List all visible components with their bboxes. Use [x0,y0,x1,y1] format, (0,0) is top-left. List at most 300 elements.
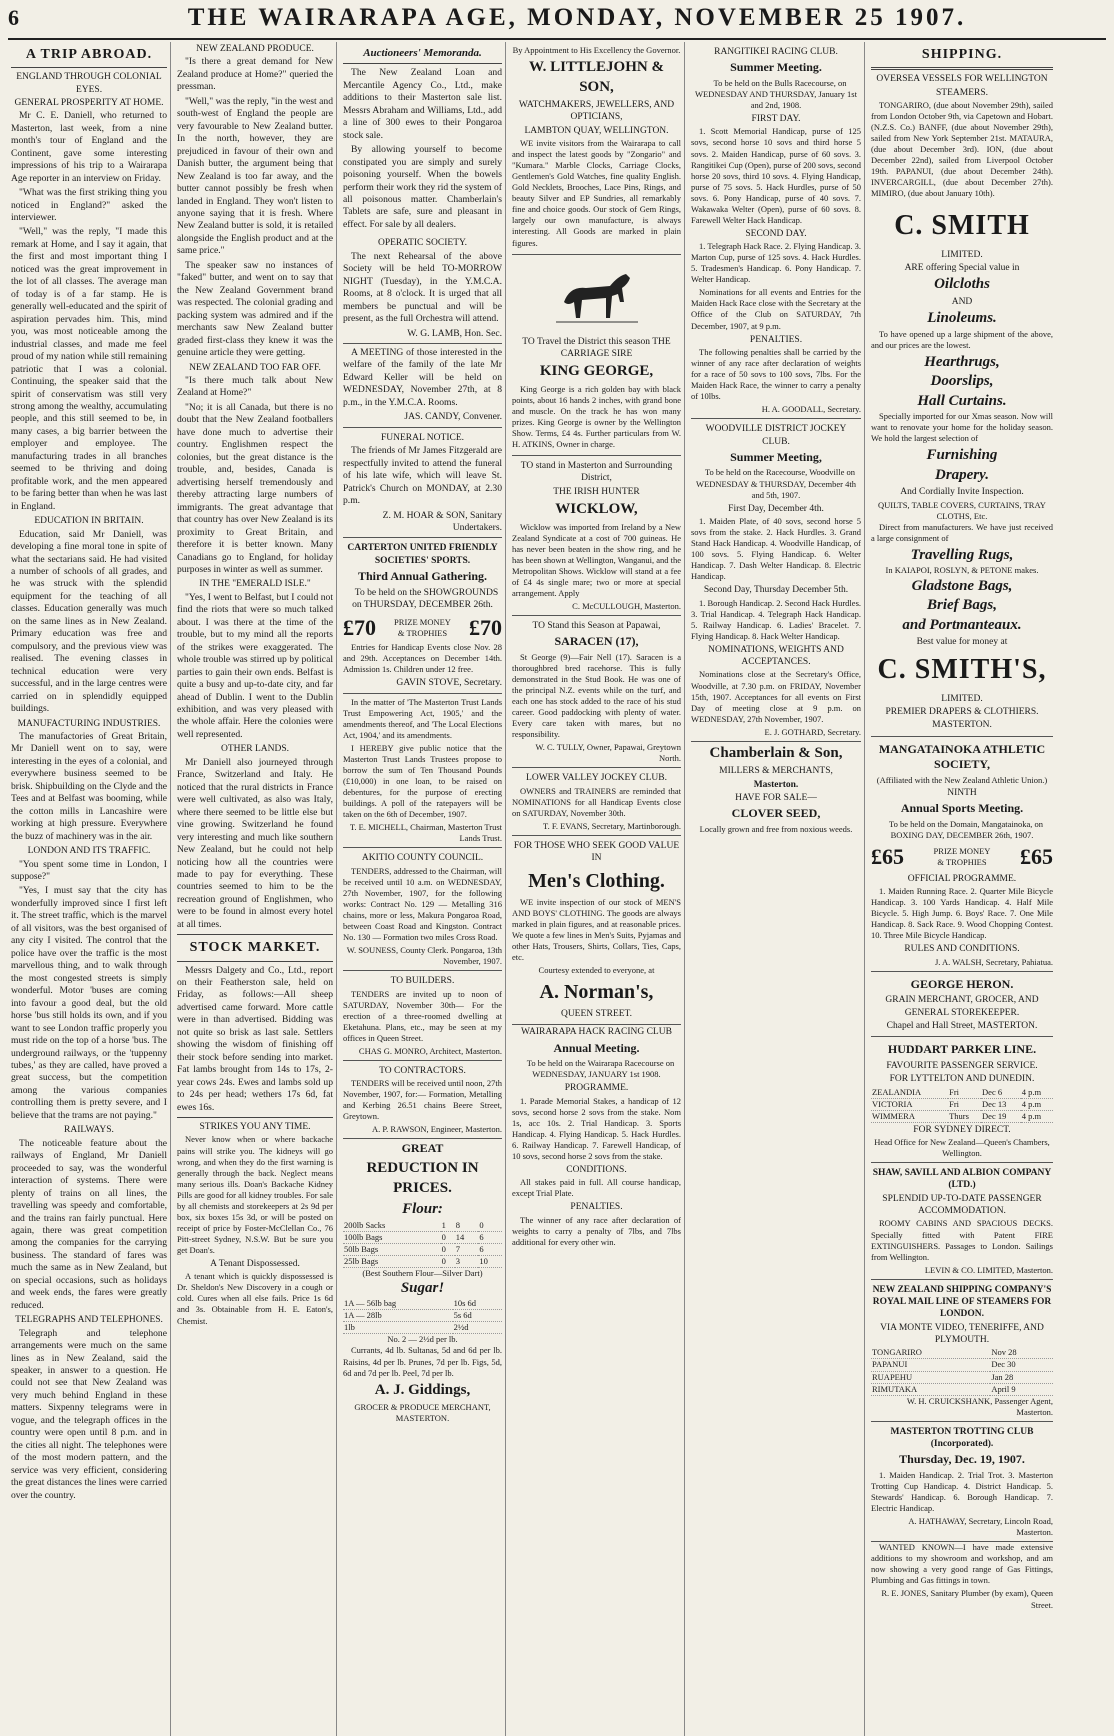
notice-heading: MANGATAINOKA ATHLETIC SOCIETY, [878,741,1046,772]
notice-text: To be held on the Domain, Mangatainoka, on BOXING DAY, DECEMBER 26th, 1907. [888,818,1044,841]
ad-signature: C. McCULLOUGH, Masterton. [572,600,681,611]
flour-note: (Best Southern Flour—Silver Dart) [362,1267,483,1278]
notice-operatic [343,233,502,344]
table-cell: 4 p.m [1021,1087,1053,1099]
office-address: Head Office for New Zealand—Queen's Chambers, Wellington. [874,1137,1050,1159]
table-cell: 0 [441,1231,455,1243]
sugar-row [343,1310,502,1322]
notice-text: The friends of Mr James Fitzgerald are respectfully invited to attend the funeral of his late wife, which will leave St. Patrick's Church on MONDAY, at 2.30 p.m. [343,445,502,507]
firm-trade: MILLERS & MERCHANTS, [719,766,833,777]
notice-subheading: (Affiliated with the New Zealand Athletic Union.) [876,774,1048,785]
notice-meeting [343,344,502,428]
firm-name: A. Norman's, [539,980,654,1003]
notice-text: To be held on the Wairarapa Racecourse on WEDNESDAY, JANUARY 1st 1908. [526,1058,675,1080]
table-cell: 7 [455,1243,479,1255]
column-1 [8,42,171,1736]
ad-saracen [512,616,681,768]
section-heading: Auctioneers' Memoranda. [363,47,482,59]
notice-woodville [691,419,861,742]
flour-row [343,1255,502,1267]
ad-c-smith [871,201,1053,737]
table-cell: Thurs [948,1110,981,1122]
notice-text: The following penalties shall be carried by the winner of any race after declaration of weights for a race of 50 sovs to 100 sovs, 7lbs. For the Maiden Hack Race, the winner to carry a penalty of 10lbs. [691,346,861,402]
product-name: Hearthrugs, [924,353,1000,370]
table-cell: 0 [441,1243,455,1255]
notice-text: 1. Maiden Running Race. 2. Quarter Mile Bicycle Handicap. 3. 100 Yards Handicap. 4. Half Mile Bicycle. 5. High Jump. 6. Boys' Race. 7. One Mile Handicap. 8. Sack Race. 9. Wood Chopping Contest. 10. Three Mile Bicycle Handicap. [871,886,1053,941]
ad-text: Best value for money at [916,637,1008,648]
article-paragraph: "Well," was the reply, "in the west and south-west of England the people are very favourable to New Zealand butter. In the north, however, they are prejudiced in favour of their own and Danish butter, the argument being that New Zealand is too far away, and the butter cannot possibly be fresh when landed in England. They won't listen to anyone saying that it is fresh. Where New Zealand butter is sold, it is retailed alongside the English product and at the same price." [177,95,333,257]
article-headline: A TRIP ABROAD. [25,47,153,62]
firm-name: C. SMITH'S, [877,654,1047,686]
company-name: SHAW, SAVILL AND ALBION COMPANY (LTD.) [872,1168,1052,1191]
table-cell: 0 [441,1255,455,1267]
table-cell: 1 [441,1220,455,1232]
notice-subheading: Summer Meeting. [730,60,822,75]
notice-heading: SECOND DAY. [745,228,807,239]
table-cell: 1A — 28lb [343,1310,453,1322]
product-name: Oilcloths [934,276,990,293]
divider [343,63,502,64]
ad-wicklow [512,456,681,616]
product-name: Travelling Rugs, [910,546,1014,563]
notice-text: 1. Borough Handicap. 2. Second Hack Hurdles. 3. Trial Handicap. 4. Telegraph Hack Handicap. 5. Railway Handicap. 6. Ladies' Bracelet. 7. Flying Handicap. 8. Hack Welter Handicap. [691,597,861,641]
ad-subheading: Third Annual Gathering. [357,569,488,584]
masthead [8,4,1106,40]
article-paragraph: A tenant which is quickly dispossessed is Dr. Sheldon's New Discovery in a cough or cold. Cures when all else fails. Price 1s 6d and 3s. Obtainable from H. E. Eaton's, Chemist. [177,1271,333,1326]
ad-heading: TO Stand this Season at Papawai, [532,620,661,631]
notice-heading: AKITIO COUNTY COUNCIL. [361,853,484,864]
firm-name: W. LITTLEJOHN & SON, [529,59,664,95]
firm-address: Chapel and Hall Street, MASTERTON. [886,1020,1038,1031]
ad-text: ROOMY CABINS AND SPACIOUS DECKS. Specially fitted with Patent FIRE EXTINGUISHERS. Passages to London. Sailings from Wellington. [871,1218,1053,1262]
flour-row [343,1220,502,1232]
company-name: NEW ZEALAND SHIPPING COMPANY'S ROYAL MAIL LINE OF STEAMERS FOR LONDON. [872,1284,1052,1320]
ad-shaw-savill [871,1163,1053,1280]
notice-heading: TO CONTRACTORS. [379,1065,466,1076]
table-cell: 6 [478,1243,502,1255]
table-cell: TONGARIRO [871,1347,990,1359]
notice-signature: Z. M. HOAR & SON, Sanitary Undertakers. [382,509,502,533]
divider [177,961,333,962]
sugar-row [343,1322,502,1334]
table-cell: 3 [455,1255,479,1267]
prize-label: PRIZE MONEY & TROPHIES [933,846,991,868]
ad-text: Wicklow was imported from Ireland by a New Zealand Syndicate at a cost of 700 guineas. He has never been beaten in the show ring, and he has been shown at Wellington, Wanganui, and the Metropolitan Shows. Wicklow will stand at a fee of £4 4s single mare; two or more at special arrangement. Apply [512,521,681,598]
notice-heading: RULES AND CONDITIONS. [904,944,1020,955]
product-name: Brief Bags, [926,597,997,614]
article-paragraph: The speaker saw no instances of "faked" butter, and went on to say that the New Zealand Government brand was respected. The colonial grading and packing system was admired and if the merchants saw New Zealand butter graded first-class they knew it was the genuine article they were getting. [177,259,333,359]
notice-text: OWNERS and TRAINERS are reminded that NOMINATIONS for all Handicap Events close on SATURDAY, November 30th. [512,785,681,818]
product-name: Doorslips, [930,373,994,390]
notice-heading: PENALTIES. [749,334,803,345]
table-cell: 25lb Bags [343,1255,441,1267]
product-name: Gladstone Bags, [911,577,1013,594]
ad-heading: TO stand in Masterton and Surrounding District, [520,461,673,484]
table-cell: PAPANUI [871,1359,990,1371]
prize-label: PRIZE MONEY & TROPHIES [394,616,451,638]
article-paragraph: Never know when or where backache pains will strike you. The kidneys will go wrong, and when they do the first warning is generally through the back. Neglect means many serious ills. Doan's Backache Kidney Pills are good for all kidney troubles. For sale by all chemists and storekeepers at 2s 9d per box, six boxes 15s 3d, or will be posted on receipt of price by Foster-McClellan Co., 76 Pitt-street Sydney, N.S.W. But be sure you get Doan's. [177,1134,333,1255]
notice-text: All stakes paid in full. All course handicap, except Trial Plate. [512,1177,681,1199]
notice-heading: FUNERAL NOTICE. [380,432,465,443]
ad-text: Entries for Handicap Events close Nov. 28 and 29th. Acceptances on December 14th. Admission 1s. Children under 12 free. [343,642,502,675]
section-heading: MANUFACTURING INDUSTRIES. [17,718,161,729]
article-paragraph: Telegraph and telephone arrangements were much on the same lines as in New Zealand, said the speaker, in answer to a question. He could not see that New Zealand was very much behind England in these matters. Sixpenny telegrams were in vogue, and the telegraph offices in the country were open until 8 p.m. and in the cities all night. The telephones were of the most modern pattern, and the service was very efficient, considering the great distances the lines were carried over the country. [11,1327,167,1501]
article-subhead: GENERAL PROSPERITY AT HOME. [14,97,164,108]
company-slogan: SPLENDID UP-TO-DATE PASSENGER ACCOMMODATION. [882,1193,1042,1217]
section-heading: NEW ZEALAND TOO FAR OFF. [189,362,321,373]
article-paragraph: By allowing yourself to become constipated you are simply and surely poisoning yourself. When the bowels perform their work they rid the system of all poisonous matter. Chamberlain's Tablets are safe, sure and pleasant in effect. For sale by all dealers. [343,144,502,230]
article-paragraph: "You spent some time in London, I suppose?" [11,858,167,882]
ad-text: King George is a rich golden bay with black points, about 16 hands 2 inches, with grand bone and muscle. On the track he has won many prizes. King George is owner by the Wellington Show. Terms, £4 4s. Further particulars from W. H. ATKINS, Owner in charge. [512,383,681,449]
section-heading: OTHER LANDS. [220,744,290,755]
route-heading: FOR SYDNEY DIRECT. [913,1124,1011,1135]
table-cell: WIMMERA [871,1110,948,1122]
table-cell: 10s 6d [453,1298,502,1310]
firm-trade: PREMIER DRAPERS & CLOTHIERS. [885,707,1039,718]
article-paragraph: The manufactories of Great Britain, Mr Daniell went on to say, were interesting in the eyes of a colonial, and everywhere business seemed to be brisk. Shipbuilding on the Clyde and the Tees and at Belfast was booming, while the cotton mills in Lancashire were working at high pressure. Everywhere the buzz of machinery was in the air. [11,730,167,842]
notice-signature: J. A. WALSH, Secretary, Pahiatua. [934,956,1053,967]
steamer-row [871,1347,1053,1359]
notice-mangatainoka [871,737,1053,972]
ad-text: And Cordially Invite Inspection. [900,487,1024,498]
table-cell: 100lb Bags [343,1231,441,1243]
section-heading: STRIKES YOU ANY TIME. [199,1122,311,1133]
article-paragraph: Mr Daniell also journeyed through France, Switzerland and Italy. He noticed that the rural districts in France were well cultivated, as also was Italy, where there seemed to be little else but vine growing. Switzerland he found very interesting and much like southern New Zealand, but he could not help noticing how all the countries were made to pay for everything. These countries seemed to him to be the recreation ground of Englishmen, who were to be found in almost every hotel at all times. [177,756,333,930]
ad-giddings [343,1141,502,1424]
table-cell: RUAPEHU [871,1371,990,1383]
firm-name: C. SMITH [894,210,1030,242]
table-cell: Fri [948,1098,981,1110]
notice-heading: WAIRARAPA HACK RACING CLUB [521,1027,672,1038]
notice-signature: E. J. GOTHARD, Secretary. [764,726,861,737]
notice-text: Nominations close at the Secretary's Office, Woodville, at 7.30 p.m. on FRIDAY, November 15th, 1907. Acceptances for all events on First Day of meeting close at 9 p.m. on WEDNESDAY, 27th November, 1907. [691,669,861,724]
article-paragraph: "Well," was the reply, "I made this remark at Home, and I say it again, that the first and most important thing I noticed was the great improvement in the lot of all classes. The average man of today is of a far stamp. He is generally well-educated and the spirit of aspiration pervades him. This, mind you, was most noticeable among the industrial classes, and made me feel proud of my nation while still remaining patriotic that I was a colonial. Continuing, the speaker said that the spirit of conservatism was still very strong among the wealthy, accumulating people, and this still seemed to be, in many cases, a big barrier between the employer and employee. The manufacturing trades in all branches seemed to be thriving and doing profitable work, and the men appeared to be faring better than when he was last in England. [11,226,167,512]
notice-text: The next Rehearsal of the above Society will be held TO-MORROW NIGHT (Tuesday), in the Y.M.C.A. Rooms, at 8 o'clock. It is urged that all members be punctual and will be present, as the full Orchestra will attend. [343,250,502,325]
firm-suffix: LIMITED. [941,249,983,260]
notice-signature: W. SOUNESS, County Clerk. Pongaroa, 13th November, 1907. [346,945,502,967]
column-6 [868,42,1056,1736]
table-cell: 10 [478,1255,502,1267]
ad-text: Direct from manufacturers. We have just received a large consignment of [871,521,1053,543]
notice-heading: TO BUILDERS. [390,976,455,987]
section-heading: STEAMERS. [936,87,988,98]
prize-banner [871,843,1053,872]
ad-text: To be held on the SHOWGROUNDS on THURSDAY, DECEMBER 26th. [352,586,499,611]
table-cell: RIMUTAKA [871,1383,990,1395]
company-name: HUDDART PARKER LINE. [887,1042,1037,1057]
product-list: QUILTS, TABLE COVERS, CURTAINS, TRAY CLOTHS, Etc. [878,499,1046,521]
notice-funeral [343,428,502,539]
ad-signature: R. E. JONES, Sanitary Plumber (by exam), Queen Street. [881,1588,1053,1610]
notice-lower-valley [512,768,681,836]
notice-text: TENDERS will be received until noon, 27th November, 1907, for:— Formation, Metalling and Kerbing 26.51 chains Beere Street, Greytown. [343,1078,502,1122]
article-paragraph: The noticeable feature about the railways of England, Mr Daniell proceeded to say, was the wonderful interaction of systems. There were plenty of trains on all lines, the travelling was speedy and comfortable, and the trains ran fairly punctual. Here again, there was great competition among the companies for the carrying business. The standard of fares was much the same as in New Zealand, but on special occasions, such as holidays and week ends, the fares were greatly reduced. [11,1137,167,1311]
ad-littlejohn [512,42,681,255]
notice-heading: NINTH [947,788,977,799]
sailing-row [871,1098,1053,1110]
ad-signature: W. C. TULLY, Owner, Papawai, Greytown North. [535,742,681,764]
prize-banner [343,614,502,643]
ad-text: St George (9)—Fair Nell (17). Saracen is a thoroughbred bred racehorse. This is fully demonstrated in the Stud Book. He was one of the principal N.Z. events while on the turf, and each one has stock added to the race of his stud career. Good paddocking with plenty of water. Every care taken with mares, but no responsibility. [512,651,681,740]
table-cell: Nov 28 [990,1347,1053,1359]
notice-akitio [343,848,502,971]
ad-normans [512,836,681,1025]
ad-heading: TO Travel the District this season THE CARRIAGE SIRE [522,336,671,359]
ad-heading: GREAT [401,1141,444,1156]
product-name: CLOVER SEED, [731,806,821,821]
ad-signature: GAVIN STOVE, Secretary. [396,677,502,689]
notice-heading: OPERATIC SOCIETY. [377,238,468,249]
prize-amount: £65 [871,844,904,870]
notice-text: 1. Scott Memorial Handicap, purse of 125 sovs, second horse 10 sovs and third horse 5 sovs. 2. Maiden Handicap, purse of 60 sovs. 3. Rangitikei Cup (Open), purse of 200 sovs, second horse 20 sovs, third 10 sovs. 4. Flying Handicap, purse of 75 sovs. 5. Hack Hurdles, purse of 50 sovs. 6. Pony Handicap, purse of 40 sovs. 7. Wakawaka Welter (Open), purse of 60 sovs. 8. Farewell Welter Hack Handicap. [691,126,861,225]
ad-nz-shipping [871,1280,1053,1422]
ad-text: WE invite inspection of our stock of MEN'S AND BOYS' CLOTHING. The goods are always marked in plain figures, and at reasonable prices. We quote a few lines in Men's Suits, Pyjamas and other Hats, Trousers, Shirts, Collars, Ties, Caps, etc. [512,896,681,962]
article-paragraph: Education, said Mr Daniell, was developing a fine moral tone in spite of what the sectarians said. He had visited a number of schools of all grades, and he was struck with the splendid equipment for the teaching of all classes. Education generally was much on the same lines as in New Zealand. Primary education was free and compulsory, and the previous view was realised. The evening classes in technical education were very successful, and in the large centres were carried on in splendidly equipped buildings. [11,528,167,715]
notice-text: 1. Maiden Plate, of 40 sovs, second horse 5 sovs from the stake. 2. Hack Hurdles. 3. Grand Stand Hack Handicap. 4. Woodville Handicap, of 100 sovs. 5. Flying Handicap. 6. Welter Handicap. 7. Dash Welter Handicap. 8. Electric Handicap. [691,515,861,582]
table-cell: Jan 28 [990,1371,1053,1383]
notice-signature: H. A. GOODALL, Secretary. [761,404,861,415]
section-heading: A Tenant Dispossessed. [210,1258,300,1269]
sugar-heading: Sugar! [400,1279,445,1296]
divider [11,67,167,68]
article-paragraph: "Is there a great demand for New Zealand produce at Home?" queried the pressman. [177,56,333,93]
notice-text: To be held on the Racecourse, Woodville on WEDNESDAY & THURSDAY, December 4th and 5th, 1907. [695,467,856,500]
firm-address: QUEEN STREET. [560,1008,633,1019]
ad-king-george [512,255,681,456]
column-5 [688,42,865,1736]
notice-date: Thursday, Dec. 19, 1907. [899,1452,1025,1467]
notice-hack-racing [512,1026,681,1248]
company-slogan: FAVOURITE PASSENGER SERVICE. [886,1060,1038,1071]
ad-text: Courtesy extended to everyone, at [538,964,655,975]
notice-text: TENDERS are invited up to noon of SATURDAY, November 30th— For the erection of a three-roomed dwelling at Eketahuna. Plans, etc., may be seen at my offices in Queen Street. [343,988,502,1043]
agent-signature: LEVIN & CO. LIMITED, Masterton. [924,1264,1053,1275]
notice-heading: PROGRAMME. [564,1083,629,1094]
table-cell: 1lb [343,1322,453,1334]
notice-text: Nominations for all events and Entries for the Maiden Hack Race close with the Secretary at the Office of the Club on SATURDAY, 7th December, 1907, at 9 p.m. [691,287,861,331]
column-3 [340,42,506,1736]
divider [177,1117,333,1118]
firm-name: GEORGE HERON. [910,976,1014,991]
notice-subheading: Annual Sports Meeting. [900,801,1024,816]
table-cell: 14 [455,1231,479,1243]
ad-heading-large: REDUCTION IN PRICES. [366,1160,479,1196]
notice-builders [343,971,502,1061]
notice-text: 1. Maiden Handicap. 2. Trial Trot. 3. Masterton Trotting Cup Handicap. 4. District Handicap. 5. Stewards' Handicap. 6. Borough Handicap. 7. Electric Handicap. [871,1470,1053,1514]
sailing-row [871,1087,1053,1099]
route-heading: VIA MONTE VIDEO, TENERIFFE, AND PLYMOUTH. [880,1322,1044,1346]
table-cell: 200lb Sacks [343,1220,441,1232]
notice-heading: CONDITIONS. [566,1164,627,1175]
notice-heading: WOODVILLE DISTRICT JOCKEY CLUB. [705,424,847,447]
section-heading: RAILWAYS. [64,1125,114,1136]
product-name: Drapery. [934,466,990,483]
article-paragraph: "Is there much talk about New Zealand at Home?" [177,374,333,399]
flour-row [343,1243,502,1255]
notice-heading: LOWER VALLEY JOCKEY CLUB. [526,773,667,784]
article-paragraph: The New Zealand Loan and Mercantile Agency Co., Ltd., make additions to their Masterton sale list. Messrs Abraham and Williams, Ltd., add a line of 300 ewes to their Pongaroa stock sale. [343,67,502,141]
shipping-list: TONGARIRO, (due about November 29th), sailed from London October 9th, via Capetown and Hobart. (N.Z.S. Co.) BANFF, (due about November 29th), sailed from New York September 21st. MATAURA, (due about December 3rd). ION, (due about December 22nd), sailed from Liverpool October 19th. PAPANUI, (due about December 24th). INVERCARGILL, (due about December 27th). MIMIRO, (due about January 10th). [871,99,1053,199]
page-number: 6 [8,5,19,30]
appointment-line: By Appointment to His Excellency the Governor. [512,45,681,55]
ad-headline: Men's Clothing. [528,869,665,892]
steamer-row [871,1359,1053,1371]
notice-rangitikei [691,42,861,419]
section-heading: OVERSEA VESSELS FOR WELLINGTON [876,74,1048,85]
divider [871,67,1053,70]
section-heading: EDUCATION IN BRITAIN. [34,516,144,527]
ad-subheading: THE IRISH HUNTER [553,486,640,497]
notice-text: To be held on the Bulls Racecourse, on WEDNESDAY AND THURSDAY, January 1st and 2nd, 1908. [695,77,857,111]
ad-carterton-sports [343,538,502,693]
article-paragraph: Mr C. E. Daniell, who returned to Masterton, last week, from a nine month's tour of England and the Continent, gave some interesting impressions of his trip to a Wairarapa Age reporter in an interview on Friday. [11,110,167,184]
conjunction: AND [951,296,973,307]
notice-signature: W. G. LAMB, Hon. Sec. [407,327,502,339]
ad-jones-plumber [871,1542,1053,1610]
notice-text: A MEETING of those interested in the welfare of the family of the late Mr Edward Keller will be held on WEDNESDAY, November 27th, at 8 p.m., in the Y.M.C.A. Rooms. [343,347,502,408]
sailing-row [871,1110,1053,1122]
notice-heading: RANGITIKEI RACING CLUB. [714,47,838,57]
article-subhead: ENGLAND THROUGH COLONIAL EYES. [16,72,162,95]
steamer-table [871,1347,1053,1395]
section-headline: SHIPPING. [921,47,1003,62]
prize-amount: £70 [469,614,502,640]
ad-text: HAVE FOR SALE— [735,792,817,803]
firm-trade: WATCHMAKERS, JEWELLERS, AND OPTICIANS, [518,100,675,123]
product-name: Hall Curtains. [917,392,1007,409]
table-cell: Dec 6 [981,1087,1021,1099]
notice-contractors [343,1061,502,1140]
notice-text: In the matter of 'The Masterton Trust Lands Trust Empowering Act, 1905,' and the amendments thereof, and 'The Local Elections Act, 1904,' and its amendments. [343,696,502,741]
notice-heading: Second Day, Thursday December 5th. [703,585,849,596]
notice-signature: T. E. MICHELL, Chairman, Masterton Trust Lands Trust. [349,822,502,844]
divider [177,934,333,935]
ad-heading: FOR THOSE WHO SEEK GOOD VALUE IN [513,840,680,864]
ad-huddart-parker [871,1037,1053,1163]
article-paragraph: Messrs Dalgety and Co., Ltd., report on their Featherston sale, held on Friday, as follows:—All sheep advertised came forward. More cattle were in than advertised. Bidding was not quite so brisk as last sale. Settlers showing the wisdom of finishing off their stock before sending into market. Fat lambs brought from 14s to 17s, 2-year cows 24s. Ewes and lambs sold up to 24s per head; wethers 17s 6d, fat ewes 16s. [177,964,333,1113]
table-cell: 4 p.m [1021,1110,1053,1122]
route-heading: FOR LYTTELTON AND DUNEDIN. [889,1074,1035,1085]
sugar-note: No. 2 — 2½d per lb. [387,1334,458,1345]
stallion-name: KING GEORGE, [539,363,654,380]
prize-amount: £70 [343,614,376,640]
table-cell: April 9 [990,1383,1053,1395]
sugar-price-table [343,1298,502,1334]
table-cell: Dec 19 [981,1110,1021,1122]
firm-address: MASTERTON. [932,720,992,731]
table-cell: 8 [455,1220,479,1232]
notice-heading: First Day, December 4th. [728,503,824,514]
table-cell: 0 [478,1220,502,1232]
article-paragraph: "Yes, I must say that the city has wonderfully improved since I first left it. The street traffic, which is the marvel of all visitors, was the best organised of any city I visited. The control that the police have over the traffic is the most marvellous thing, and to walk through the most congested streets is simply wonderful. Motor 'buses are coming into favour a good deal, but the old horse 'bus still holds its own, and if you want to see London traffic properly you must ride on the top of a horse 'bus. The underground railways, or the 'tuppenny tubes,' as they are called, have proved a great success, but the competition among the various companies controlling them is pretty severe, and I believe that the trams are not paying." [11,885,167,1121]
article-paragraph: "No; it is all Canada, but there is no doubt that the New Zealand footballers have done much to advertise their country. Englishmen respect the colonies, but the great distance is the trouble, and, besides, Canada is advertising herself tremendously and thereby attracting large numbers of immigrants. The great advantage that that country has over New Zealand is its proximity to Great Britain, and therefore it is better known. Many Canadians go to England, for holiday purposes in winter as well as summer. [177,401,333,575]
steamer-row [871,1371,1053,1383]
notice-text: TENDERS, addressed to the Chairman, will be received until 10 a.m. on WEDNESDAY, 27th November, 1907, for the following works: Contract No. 129 — Metalling 316 chains, more or less, Makura Pongaroa Road, between Coast Road and Kingston. Contract No. 130 — Formation two miles Cross Road. [343,865,502,943]
notice-text: 1. Parade Memorial Stakes, a handicap of 12 sovs, second horse 2 sovs from the stake. Nom 1s, acc 10s. 2. Trial Handicap. 3. Sports Handicap. 4. Flying Handicap. 5. Hack Hurdles. 6. Railway Handicap. 7. Farewell Handicap, of 10 sovs, second horse 2 sovs from the stake. [512,1095,681,1161]
table-cell: Dec 13 [981,1098,1021,1110]
ad-text: To have opened up a large shipment of the above, and our prices are the lowest. [871,328,1053,350]
merchant-name: A. J. Giddings, [374,1381,471,1398]
table-cell: ZEALANDIA [871,1087,948,1099]
notice-text: The winner of any race after declaration of weights to carry a penalty of 7lbs, and 7lbs additional for every other win. [512,1214,681,1247]
notice-heading: NOMINATIONS, WEIGHTS AND ACCEPTANCES. [708,644,844,668]
section-heading: NEW ZEALAND PRODUCE. [196,44,314,54]
notice-signature: A. HATHAWAY, Secretary, Lincoln Road, Masterton. [908,1516,1053,1538]
article-headline: STOCK MARKET. [189,940,321,956]
stallion-name: SARACEN (17), [554,634,639,649]
table-cell: 6 [478,1231,502,1243]
ad-text: Specially imported for our Xmas season. Now will want to renovate your home for the holiday season. We hold the largest selection of [871,411,1053,444]
ad-chamberlain [691,744,861,835]
grocery-list: Currants, 4d lb. Sultanas, 5d and 6d per lb. Raisins, 4d per lb. Prunes, 7d per lb. Figs, 5d, 6d and 7d per lb. Peel, 7d per lb. [343,1345,502,1378]
sugar-row [343,1298,502,1310]
newspaper-title: THE WAIRARAPA AGE, MONDAY, NOVEMBER 25 1907. [187,4,967,31]
table-cell: VICTORIA [871,1098,948,1110]
horse-illustration [552,262,642,332]
section-heading: LONDON AND ITS TRAFFIC. [27,846,151,857]
product-name: Linoleums. [927,310,997,327]
notice-signature: CHAS G. MONRO, Architect, Masterton. [358,1045,502,1056]
sailing-table [871,1087,1053,1123]
notice-trust-lands [343,694,502,849]
table-cell: Fri [948,1087,981,1099]
table-cell: 5s 6d [453,1310,502,1322]
table-cell: 1A — 56lb bag [343,1298,453,1310]
merchant-address: GROCER & PRODUCE MERCHANT, MASTERTON. [354,1402,491,1424]
firm-address: LAMBTON QUAY, WELLINGTON. [524,125,669,136]
notice-subheading: Annual Meeting. [553,1040,640,1055]
notice-signature: T. F. EVANS, Secretary, Martinborough. [543,820,681,831]
ad-text: In KAIAPOI, ROSLYN, & PETONE makes. [885,565,1039,576]
table-cell: 4 p.m [1021,1098,1053,1110]
notice-text: I HEREBY give public notice that the Masterton Trust Lands Trustees propose to borrow the sum of Ten Thousand Pounds (£10,000) in one loan, to be raised on debentures, for the purpose of erecting buildings. A poll of the ratepayers will be taken on the 6th of December, 1907. [343,743,502,820]
firm-trade: GRAIN MERCHANT, GROCER, AND GENERAL STOREKEEPER. [885,995,1039,1018]
column-2 [174,42,337,1736]
notice-signature: A. P. RAWSON, Engineer, Masterton. [371,1124,502,1135]
ad-text: WANTED KNOWN—I have made extensive additions to my showroom and workshop, and am now showing a very good range of Gas Fittings, Plumbing and Gas fittings in town. [871,1542,1053,1586]
notice-text: 1. Telegraph Hack Race. 2. Flying Handicap. 3. Marton Cup, purse of 125 sovs. 4. Hack Hurdles. 5. Tradesmen's Handicap. 6. Pony Handicap. 7. Welter Handicap. [691,241,861,285]
ad-george-heron [871,972,1053,1038]
firm-suffix: LIMITED. [941,693,983,704]
flour-price-table [343,1220,502,1268]
ad-text: Locally grown and free from noxious weeds. [699,823,853,834]
article-paragraph: "Yes, I went to Belfast, but I could not find the riots that were so much talked about. I was there at the time of the trouble, but to my mind all the reports of the strikes were exaggerated. The whole trouble was stirred up by political parties to gain their own ends. Belfast is quite a busy and up-to-date city, and far ahead of Dublin. I went to the Dublin exhibition, and was very pleased with the whole affair. Here the colonies were well represented. [177,591,333,740]
notice-subheading: Summer Meeting, [730,449,822,464]
firm-name: Chamberlain & Son, [709,744,843,761]
notice-signature: JAS. CANDY, Convener. [404,411,502,423]
table-cell: 50lb Bags [343,1243,441,1255]
product-name: and Portmanteaux. [902,616,1022,633]
flour-row [343,1231,502,1243]
stallion-name: WICKLOW, [555,501,638,518]
notice-heading: FIRST DAY. [751,114,801,125]
section-heading: IN THE "EMERALD ISLE." [199,579,311,590]
ad-text: WE invite visitors from the Wairarapa to call and inspect the latest goods by "Zongario" and "Kumara." Marble Clocks, Carriage Clocks, Gentlemen's Gold Watches, fine quality English. Gold Necklets, Brooches, Lace Pins, Rings, and beauty Silver and EP Sundries, all remarkably fine and choice goods. Our stock of Gem Rings, largely our own manufacture, is always interesting. All Goods are marked in plain figures. [512,138,681,248]
prize-amount: £65 [1020,844,1053,870]
table-cell: Dec 30 [990,1359,1053,1371]
agent-signature: W. H. CRUICKSHANK, Passenger Agent, Masterton. [906,1395,1053,1417]
firm-address: Masterton. [753,779,799,790]
notice-trotting-club [871,1422,1053,1543]
article-paragraph: "What was the first striking thing you noticed in England?" asked the interviewer. [11,187,167,223]
notice-heading: OFFICIAL PROGRAMME. [907,873,1017,884]
section-heading: TELEGRAPHS AND TELEPHONES. [15,1315,163,1326]
steamer-row [871,1383,1053,1395]
notice-heading: PENALTIES. [570,1202,623,1213]
product-name: Furnishing [926,447,998,464]
column-4 [509,42,685,1736]
notice-heading: MASTERTON TROTTING CLUB (Incorporated). [890,1426,1034,1450]
